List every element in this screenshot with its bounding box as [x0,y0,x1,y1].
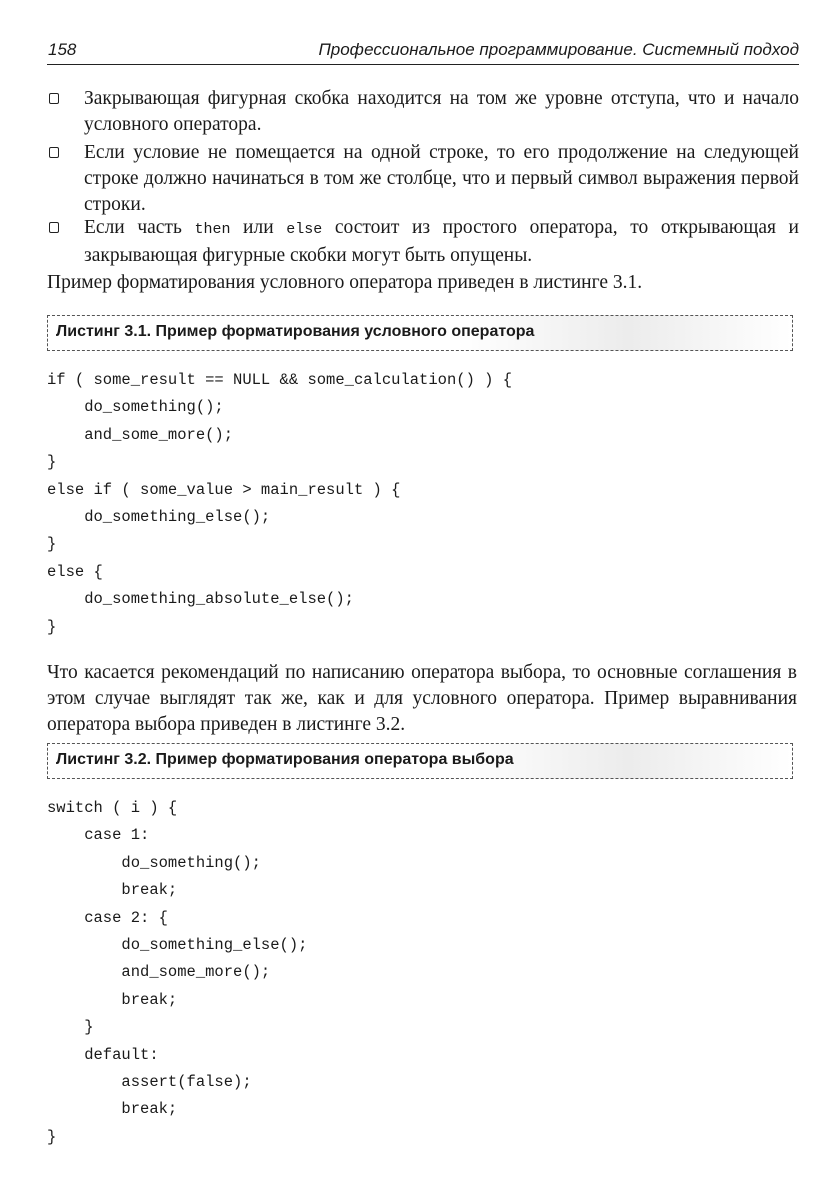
listing-caption: Листинг 3.2. Пример форматирования оператора выбора [56,751,514,768]
running-header [47,40,799,65]
checkbox-bullet-icon [49,222,59,233]
page-number: 158 [48,40,77,59]
book-title: Профессиональное программирование. Системный подход [318,40,799,59]
paragraph: Что касается рекомендаций по написанию оператора выбора, то основные соглашения в этом случае выглядят так же, как и для условного оператора. Пример выравнивания оператора выбора приведен в листинге 3.2. [47,662,797,735]
code-listing: if ( some_result == NULL && some_calculation() ) { do_something(); and_some_more(); } else if ( some_value > main_result ) { do_something_else(); } else { do_something_absolute_else(); } [47,371,513,636]
bullet-item [47,215,799,269]
code-listing: switch ( i ) { case 1: do_something(); break; case 2: { do_something_else(); and_some_more(); break; } default: assert(false); break; } [47,799,308,1146]
paragraph: Пример форматирования условного оператора приведен в листинге 3.1. [47,272,643,293]
checkbox-bullet-icon [49,147,59,158]
listing-caption: Листинг 3.1. Пример форматирования условного оператора [56,323,535,340]
bullet-text: Если часть then или else состоит из простого оператора, то открывающая и закрывающая фигурные скобки могут быть опущены. [84,217,799,266]
bullet-item [47,86,799,138]
code-keyword: else [286,221,323,238]
code-keyword: then [194,221,231,238]
bullet-text: Если условие не помещается на одной строке, то его продолжение на следующей строке должно начинаться в том же столбце, что и первый символ выражения первой строки. [84,142,799,215]
listing-caption-box [47,743,793,779]
listing-caption-box [47,315,793,351]
checkbox-bullet-icon [49,93,59,104]
bullet-text: Закрывающая фигурная скобка находится на том же уровне отступа, что и начало условного оператора. [84,88,799,135]
bullet-item [47,140,799,218]
